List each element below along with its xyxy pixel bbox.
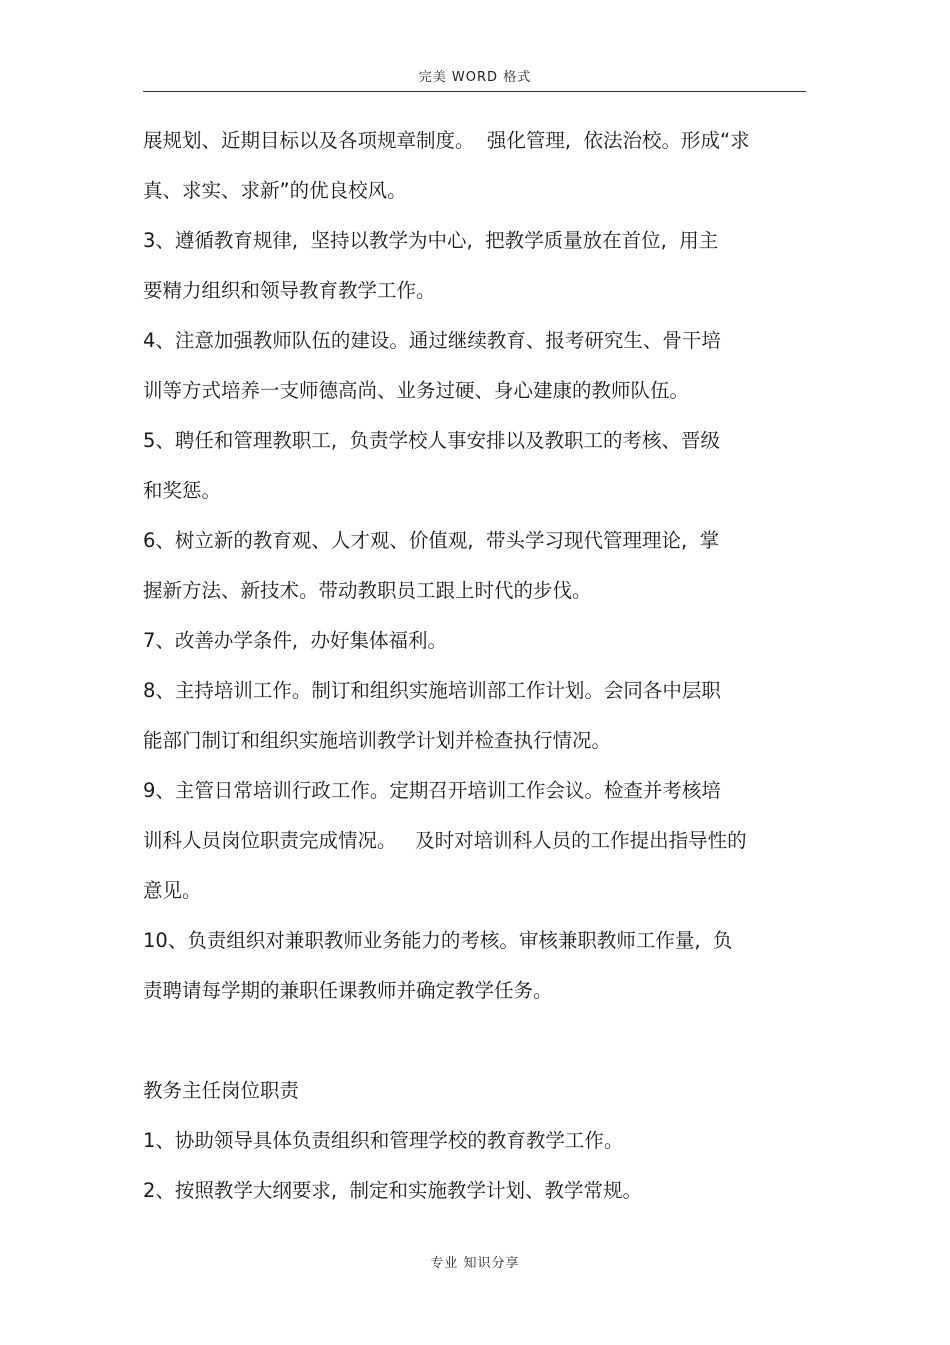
page-header: 完美 WORD 格式 [418,70,532,85]
text-line: 展规划、近期目标以及各项规章制度。 强化管理, 依法治校。形成“求 [143,129,750,152]
text-line: 要精力组织和领导教育教学工作。 [143,279,436,302]
text-line: 训科人员岗位职责完成情况。 及时对培训科人员的工作提出指导性的 [143,829,747,852]
text-line: 6、树立新的教育观、人才观、价值观, 带头学习现代管理理论, 掌 [143,529,720,552]
text-line: 责聘请每学期的兼职任课教师并确定教学任务。 [143,979,553,1002]
header-divider [143,91,806,92]
text-line: 5、聘任和管理教职工, 负责学校人事安排以及教职工的考核、晋级 [143,429,721,452]
text-line: 3、遵循教育规律, 坚持以教学为中心, 把教学质量放在首位, 用主 [143,229,719,252]
text-line: 9、主管日常培训行政工作。定期召开培训工作会议。检查并考核培 [143,779,721,802]
text-line: 能部门制订和组织实施培训教学计划并检查执行情况。 [143,729,612,752]
text-line: 4、注意加强教师队伍的建设。通过继续教育、报考研究生、骨干培 [143,329,721,352]
text-line: 2、按照教学大纲要求, 制定和实施教学计划、教学常规。 [143,1179,643,1202]
text-line: 8、主持培训工作。制订和组织实施培训部工作计划。会同各中层职 [143,679,721,702]
text-line: 和奖惩。 [143,479,222,502]
text-line: 10、负责组织对兼职教师业务能力的考核。审核兼职教师工作量, 负 [143,929,733,952]
section-heading: 教务主任岗位职责 [143,1079,300,1102]
text-line: 7、改善办学条件, 办好集体福利。 [143,629,448,652]
text-line: 握新方法、新技术。带动教职员工跟上时代的步伐。 [143,579,592,602]
text-line: 训等方式培养一支师德高尚、业务过硬、身心建康的教师队伍。 [143,379,690,402]
text-line: 1、协助领导具体负责组织和管理学校的教育教学工作。 [143,1129,624,1152]
page-footer: 专业 知识分享 [430,1256,520,1271]
text-line: 意见。 [143,879,202,902]
text-line: 真、求实、求新”的优良校风。 [143,179,407,202]
